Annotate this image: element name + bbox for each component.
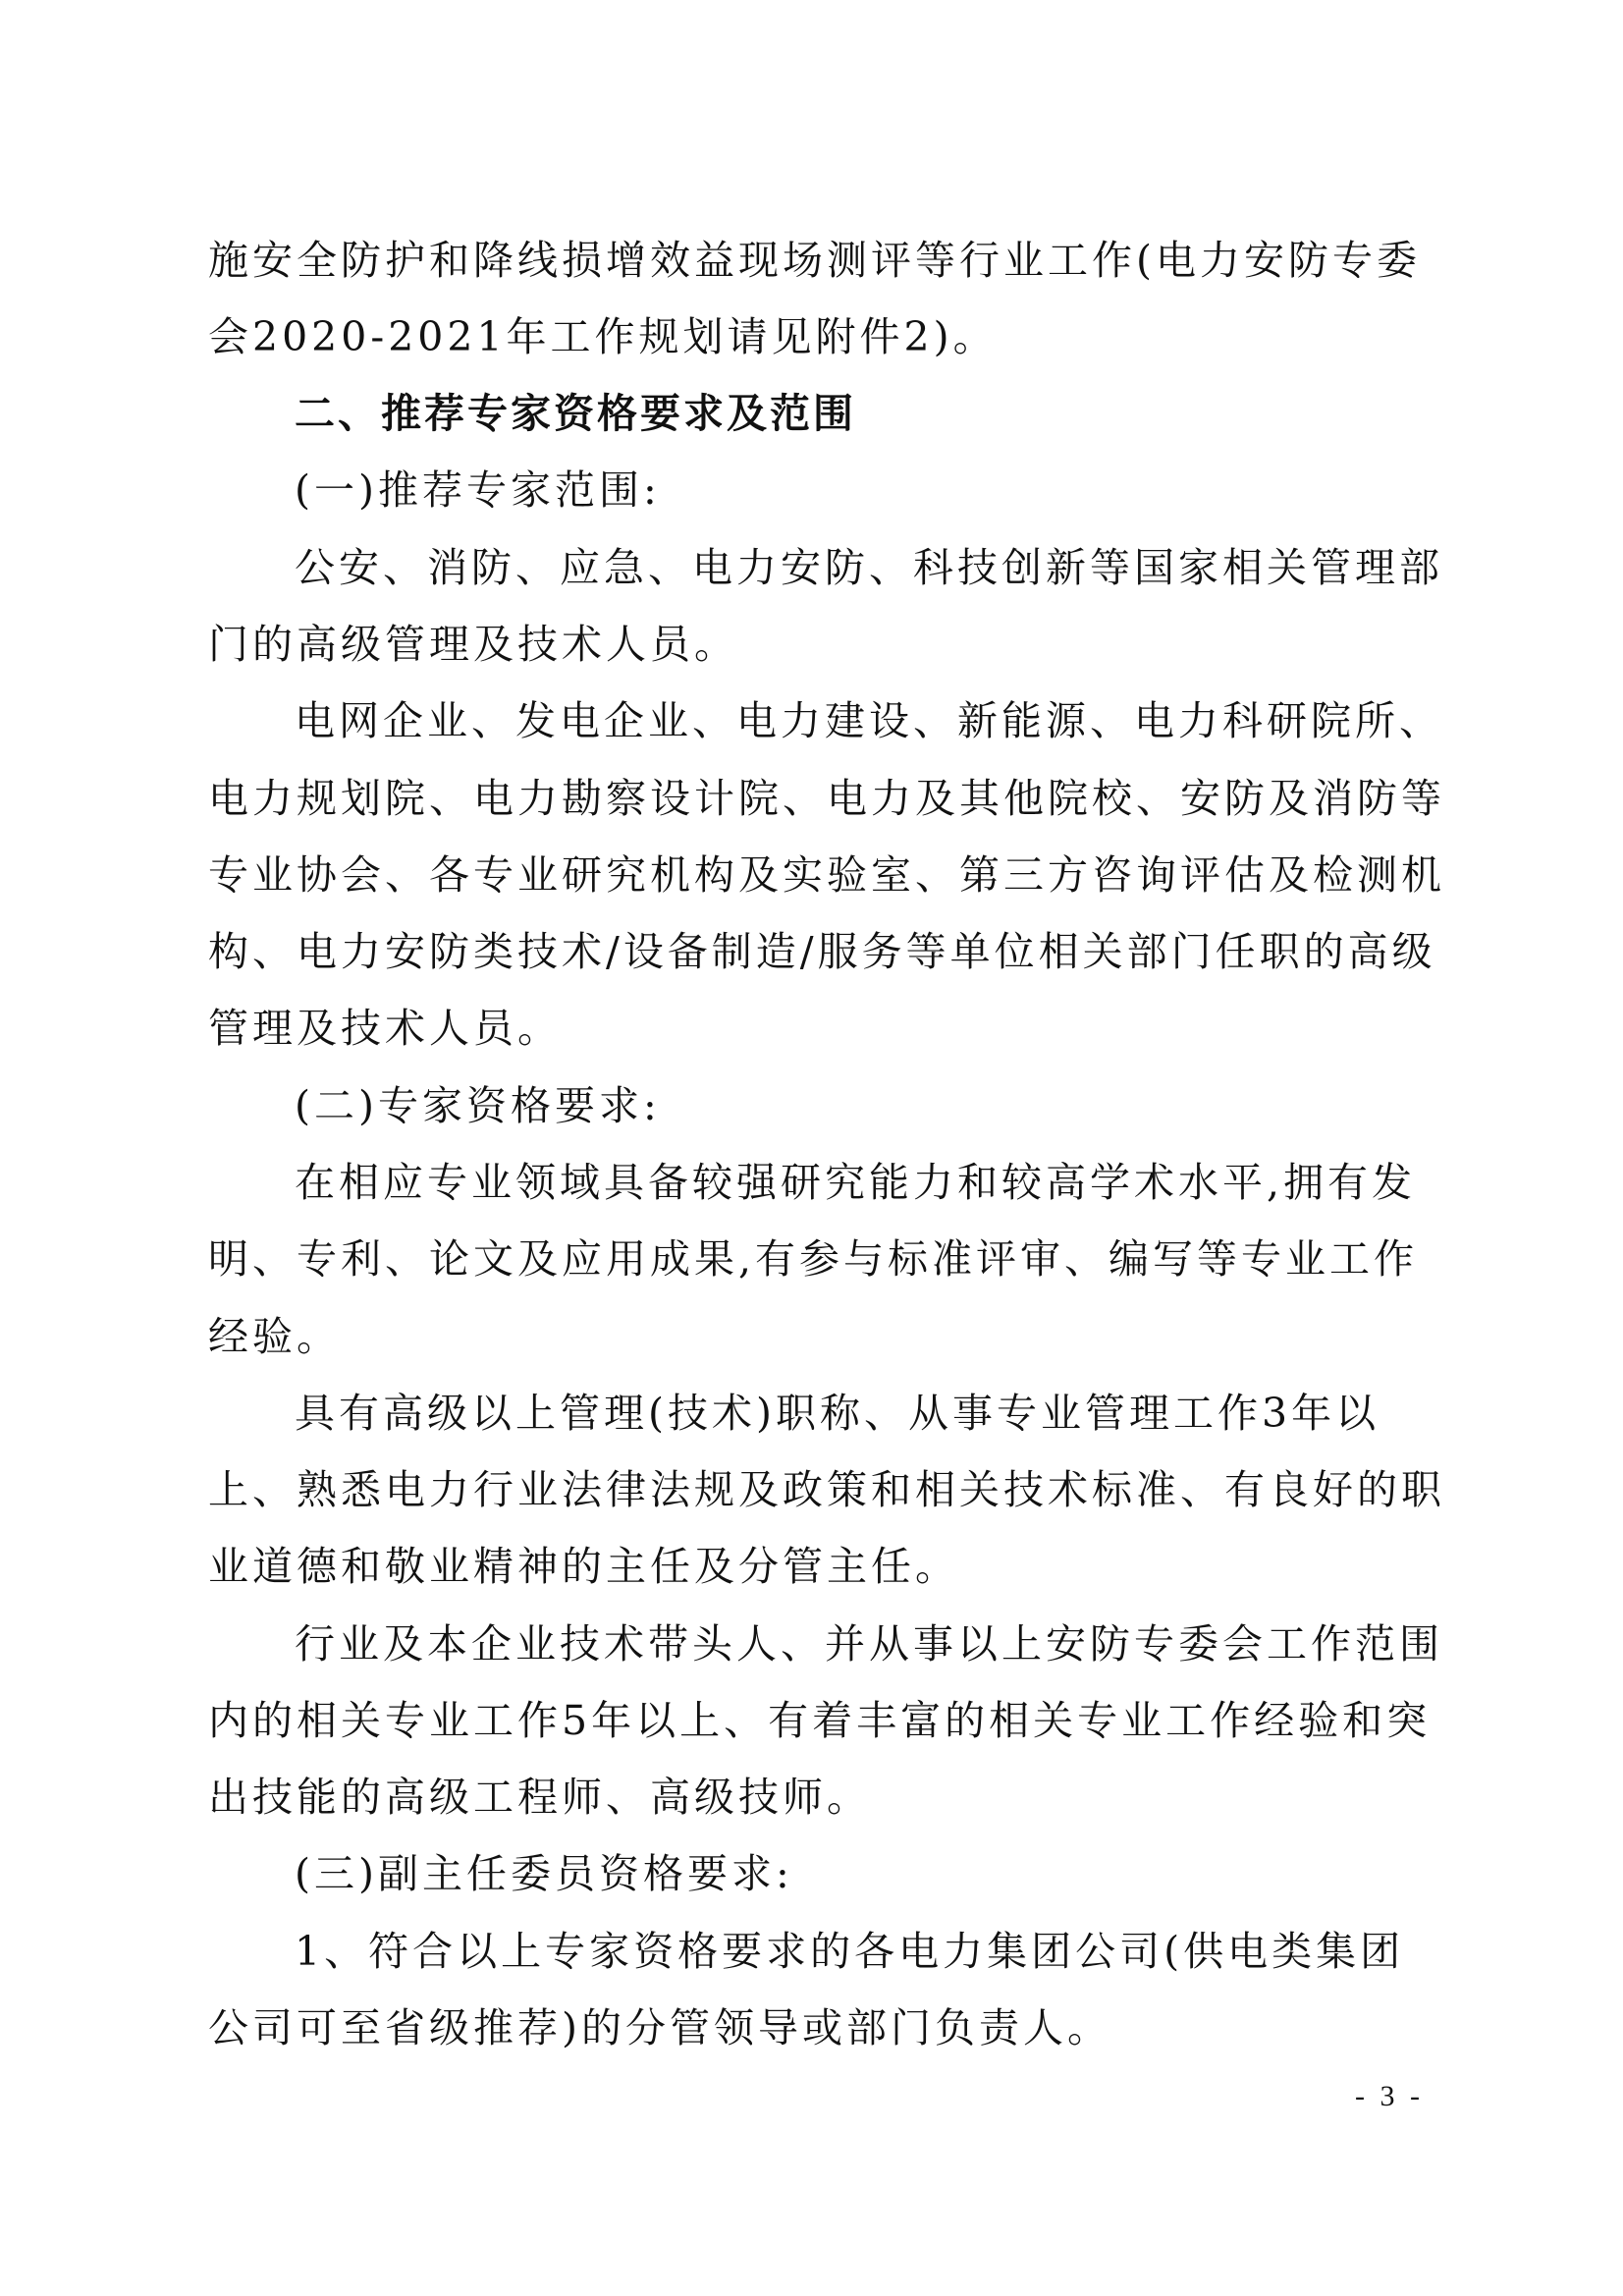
- paragraph-line: 电网企业、发电企业、电力建设、新能源、电力科研院所、: [295, 697, 1443, 744]
- paragraph-line: 业道德和敬业精神的主任及分管主任。: [208, 1543, 959, 1590]
- page-number: - 3 -: [1355, 2080, 1424, 2112]
- paragraph-line: 会2020-2021年工作规划请见附件2)。: [208, 313, 998, 360]
- paragraph-line: 明、专利、论文及应用成果,有参与标准评审、编写等专业工作: [208, 1235, 1419, 1283]
- paragraph-line: 具有高级以上管理(技术)职称、从事专业管理工作3年以: [295, 1390, 1380, 1437]
- paragraph-line: 1、符合以上专家资格要求的各电力集团公司(供电类集团: [295, 1928, 1405, 1975]
- paragraph-line: 门的高级管理及技术人员。: [208, 621, 738, 668]
- section-heading: 二、推荐专家资格要求及范围: [295, 390, 856, 437]
- paragraph-line: 在相应专业领域具备较强研究能力和较高学术水平,拥有发: [295, 1159, 1417, 1206]
- subsection-heading: (三)副主任委员资格要求:: [295, 1850, 793, 1897]
- paragraph-line: 电力规划院、电力勘察设计院、电力及其他院校、安防及消防等: [208, 775, 1445, 822]
- paragraph-line: 施安全防护和降线损增效益现场测评等行业工作(电力安防专委: [208, 237, 1421, 284]
- subsection-heading: (二)专家资格要求:: [295, 1082, 661, 1129]
- paragraph-line: 经验。: [208, 1313, 341, 1360]
- paragraph-line: 出技能的高级工程师、高级技师。: [208, 1774, 871, 1821]
- paragraph-line: 公司可至省级推荐)的分管领导或部门负责人。: [208, 2004, 1111, 2051]
- paragraph-line: 构、电力安防类技术/设备制造/服务等单位相关部门任职的高级: [208, 928, 1436, 975]
- paragraph-line: 行业及本企业技术带头人、并从事以上安防专委会工作范围: [295, 1620, 1443, 1667]
- paragraph-line: 内的相关专业工作5年以上、有着丰富的相关专业工作经验和突: [208, 1697, 1432, 1744]
- paragraph-line: 上、熟悉电力行业法律法规及政策和相关技术标准、有良好的职: [208, 1466, 1445, 1513]
- paragraph-line: 公安、消防、应急、电力安防、科技创新等国家相关管理部: [295, 544, 1443, 591]
- paragraph-line: 专业协会、各专业研究机构及实验室、第三方咨询评估及检测机: [208, 851, 1445, 899]
- paragraph-line: 管理及技术人员。: [208, 1005, 562, 1052]
- subsection-heading: (一)推荐专家范围:: [295, 466, 661, 514]
